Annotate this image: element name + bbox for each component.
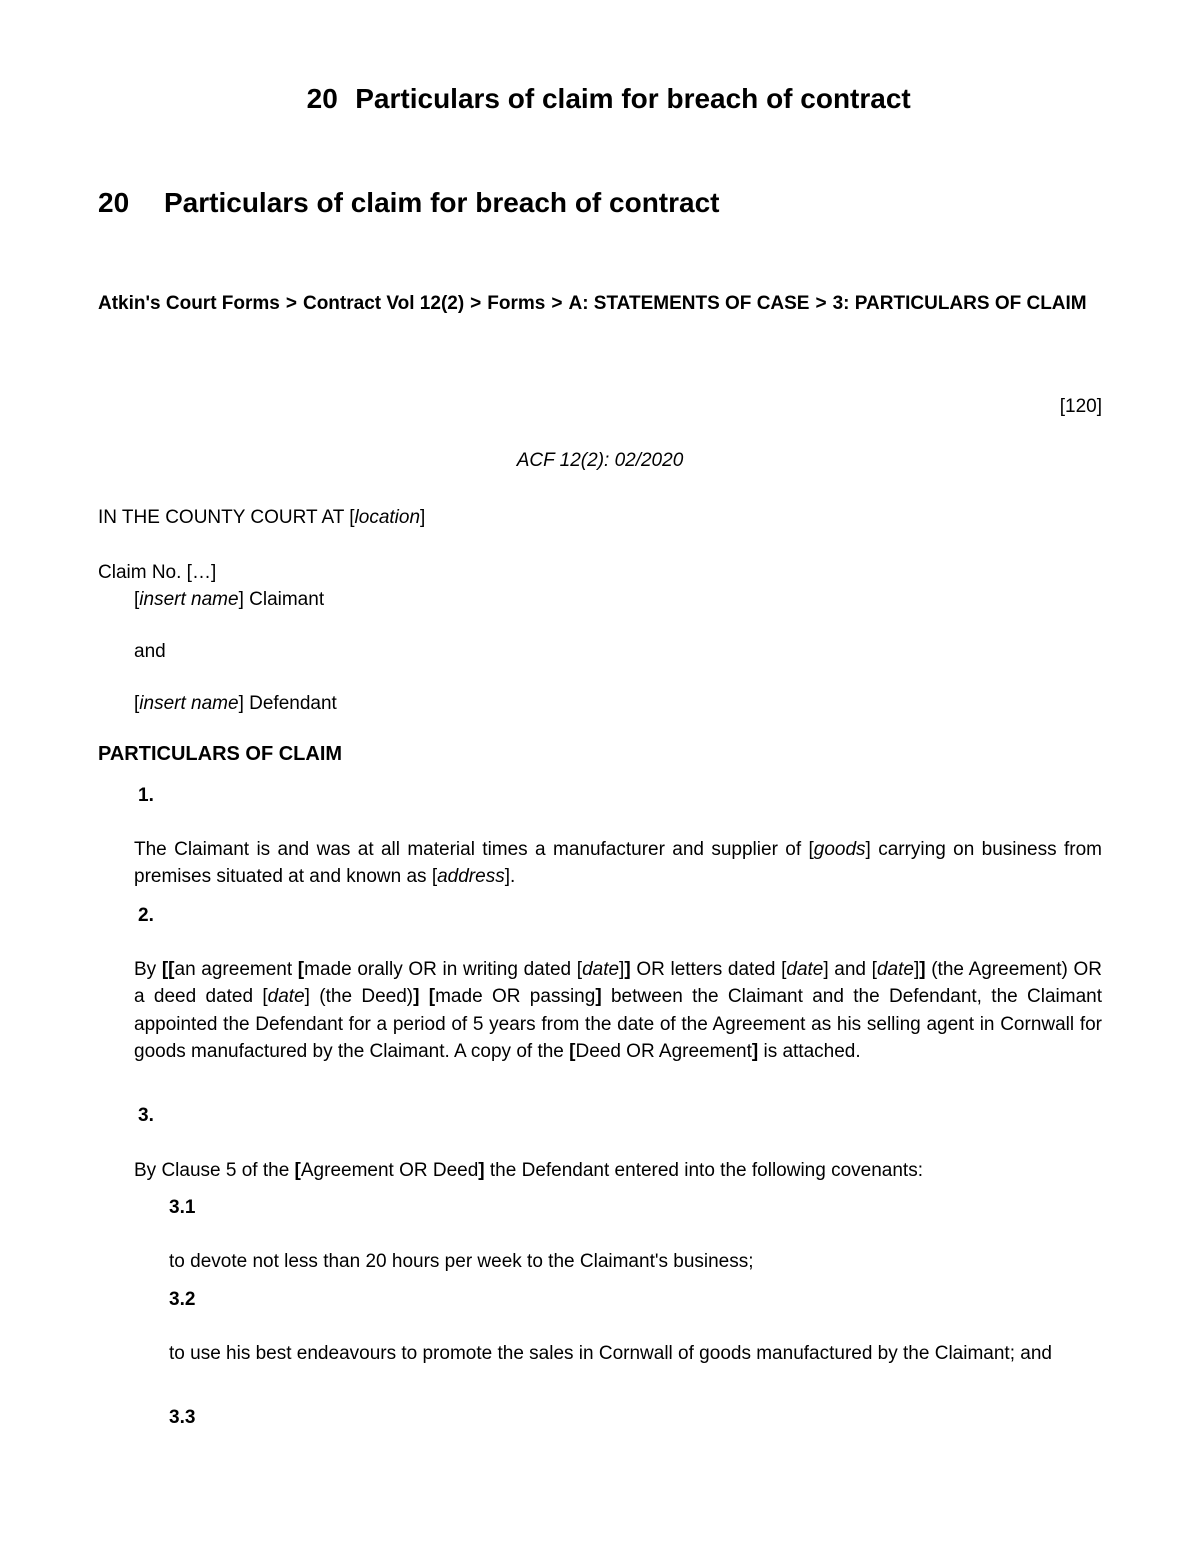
subparagraph-3-2: to use his best endeavours to promote the sales in Cornwall of goods manufactured by the Claimant; and [169, 1343, 1052, 1364]
acf-reference: ACF 12(2): 02/2020 [516, 450, 684, 471]
paragraph-number: 2. [138, 905, 154, 926]
court-line [98, 504, 425, 531]
court-suffix: ] [420, 507, 426, 528]
page-reference: [120] [1059, 396, 1102, 417]
breadcrumb-separator: > [285, 293, 297, 314]
claimant-label: Claimant [249, 589, 325, 610]
court-prefix: IN THE COUNTY COURT AT [ [98, 507, 355, 528]
document-title-number: 20 [306, 83, 338, 114]
section-heading: PARTICULARS OF CLAIM [98, 743, 343, 765]
breadcrumb-item-particulars[interactable]: 3: PARTICULARS OF CLAIM [832, 293, 1087, 314]
subparagraph-number: 3.3 [169, 1407, 196, 1428]
subparagraph-number: 3.2 [169, 1289, 196, 1310]
breadcrumb [98, 290, 1102, 317]
paragraph-1: The Claimant is and was at all material times a manufacturer and supplier of [goods] carrying on business from premises situated at and known as [address]. [134, 839, 1102, 888]
paragraph-3: By Clause 5 of the [Agreement OR Deed] the Defendant entered into the following covenants: [134, 1160, 923, 1181]
breadcrumb-separator: > [815, 293, 827, 314]
claimant-line: [insert name] Claimant [134, 589, 325, 610]
and-line: and [134, 641, 166, 662]
court-placeholder: location [354, 507, 421, 528]
claim-number: Claim No. […] [98, 562, 217, 583]
paragraph-2: By [[an agreement [made orally OR in writing dated [date]] OR letters dated [date] and [date]] (the Agreement) OR a deed dated [date] (the Deed)] [made OR passing] between the Claimant and the Defendant, the Claimant appointed the Defendant for a period of 5 years from the date of the Agreement as his selling agent in Cornwall for goods manufactured by the Claimant. A copy of the [Deed OR Agreement] is attached. [134, 959, 1103, 1062]
breadcrumb-separator: > [470, 293, 482, 314]
defendant-line: [insert name] Defendant [134, 693, 337, 714]
breadcrumb-item-atkins[interactable]: Atkin's Court Forms [98, 293, 280, 314]
subparagraph-number: 3.1 [169, 1197, 196, 1218]
page-title-number: 20 [98, 187, 130, 218]
document-title-text: Particulars of claim for breach of contract [355, 83, 911, 114]
breadcrumb-item-contract[interactable]: Contract Vol 12(2) [302, 293, 465, 314]
paragraph-number: 3. [138, 1105, 154, 1126]
page-title [98, 187, 720, 219]
breadcrumb-item-forms[interactable]: Forms [487, 293, 546, 314]
subparagraph-3-1: to devote not less than 20 hours per week to the Claimant's business; [169, 1251, 754, 1272]
document-title [0, 83, 1200, 115]
defendant-placeholder: insert name [139, 693, 239, 714]
claimant-placeholder: insert name [139, 589, 239, 610]
breadcrumb-item-statements[interactable]: A: STATEMENTS OF CASE [568, 293, 810, 314]
defendant-label: Defendant [249, 693, 337, 714]
page-title-text: Particulars of claim for breach of contract [164, 187, 720, 218]
paragraph-number: 1. [138, 785, 154, 806]
breadcrumb-separator: > [551, 293, 563, 314]
